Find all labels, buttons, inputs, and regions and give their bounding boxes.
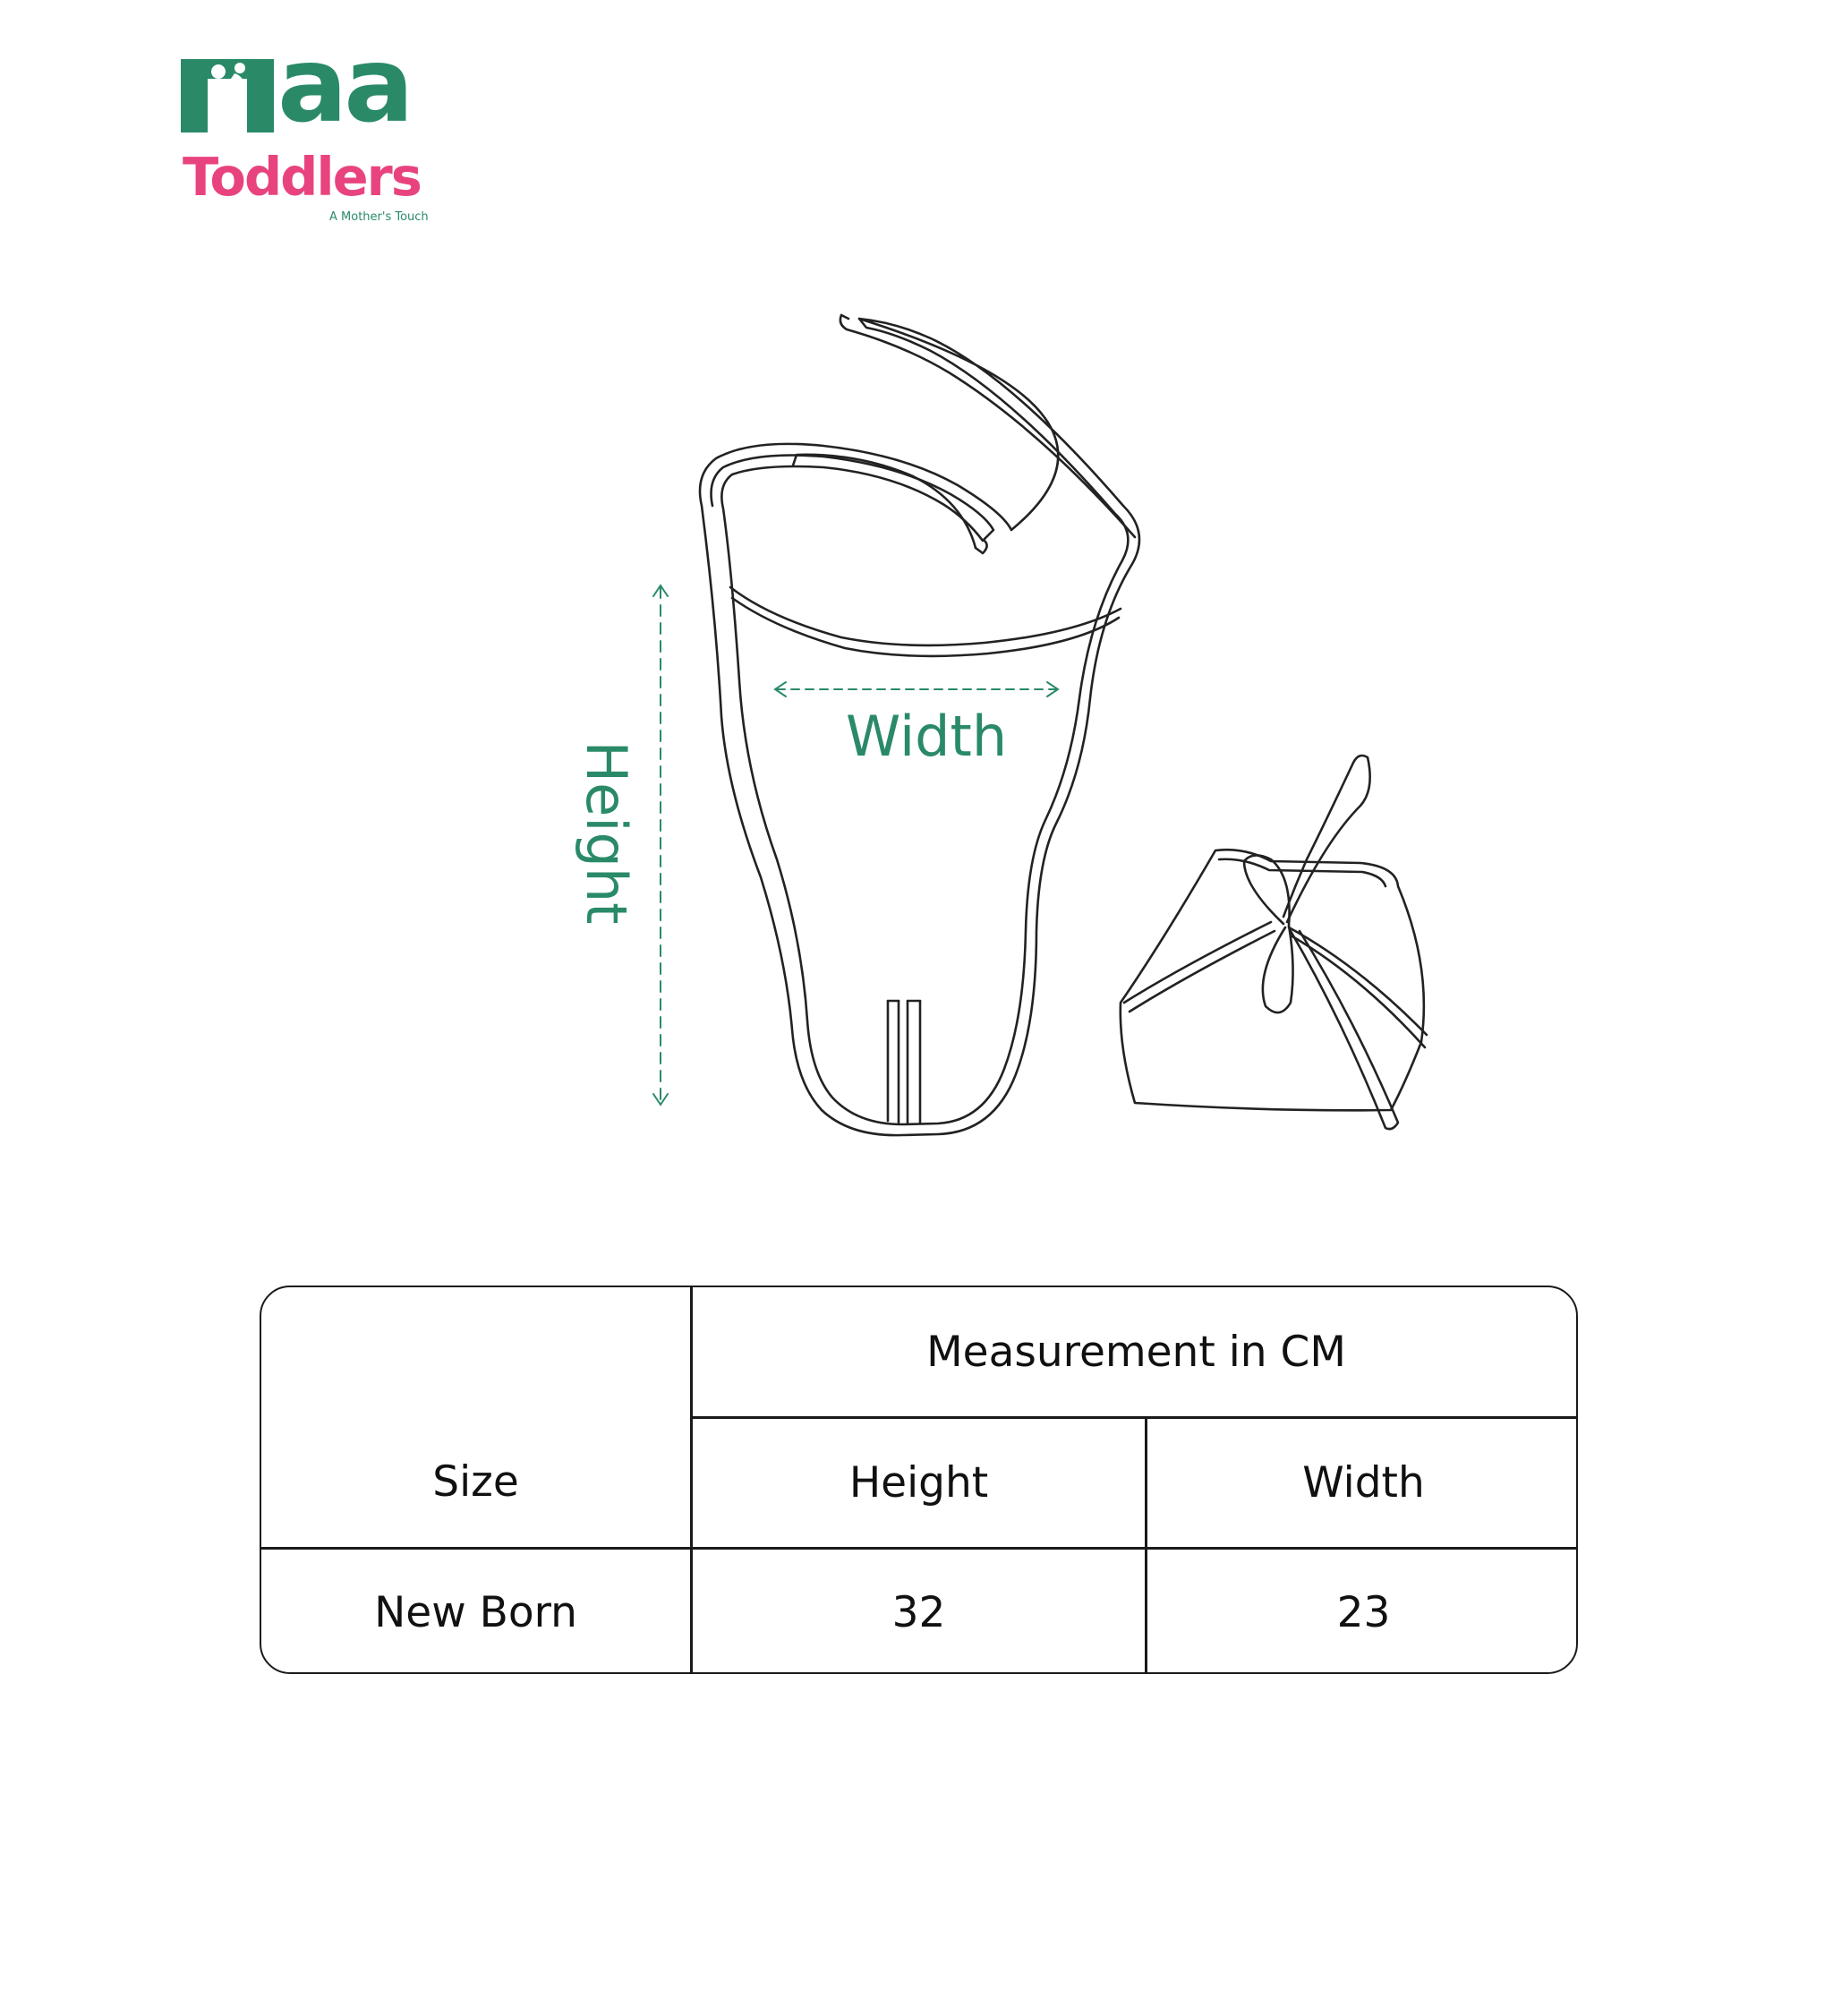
mother-child-silhouette-icon <box>179 54 282 134</box>
size-chart-table <box>260 1286 1578 1674</box>
width-arrow <box>775 682 1058 696</box>
nappy-tied-outline <box>1121 756 1427 1129</box>
height-label: Height <box>574 740 639 925</box>
header-height: Height <box>848 1458 989 1508</box>
brand-logo <box>179 25 439 233</box>
header-size: Size <box>432 1457 519 1507</box>
height-arrow <box>653 585 668 1105</box>
header-measurement-group: Measurement in CM <box>926 1327 1346 1377</box>
logo-toddlers-text: Toddlers <box>183 146 421 208</box>
logo-maa-mark <box>179 25 439 152</box>
header-width: Width <box>1302 1458 1425 1508</box>
table-row-height: 32 <box>891 1588 946 1637</box>
logo-aa-text: aa <box>277 25 411 146</box>
logo-tagline: A Mother's Touch <box>329 210 429 224</box>
width-label: Width <box>846 704 1008 769</box>
table-row-size: New Born <box>374 1588 577 1637</box>
table-row-width: 23 <box>1336 1588 1391 1637</box>
